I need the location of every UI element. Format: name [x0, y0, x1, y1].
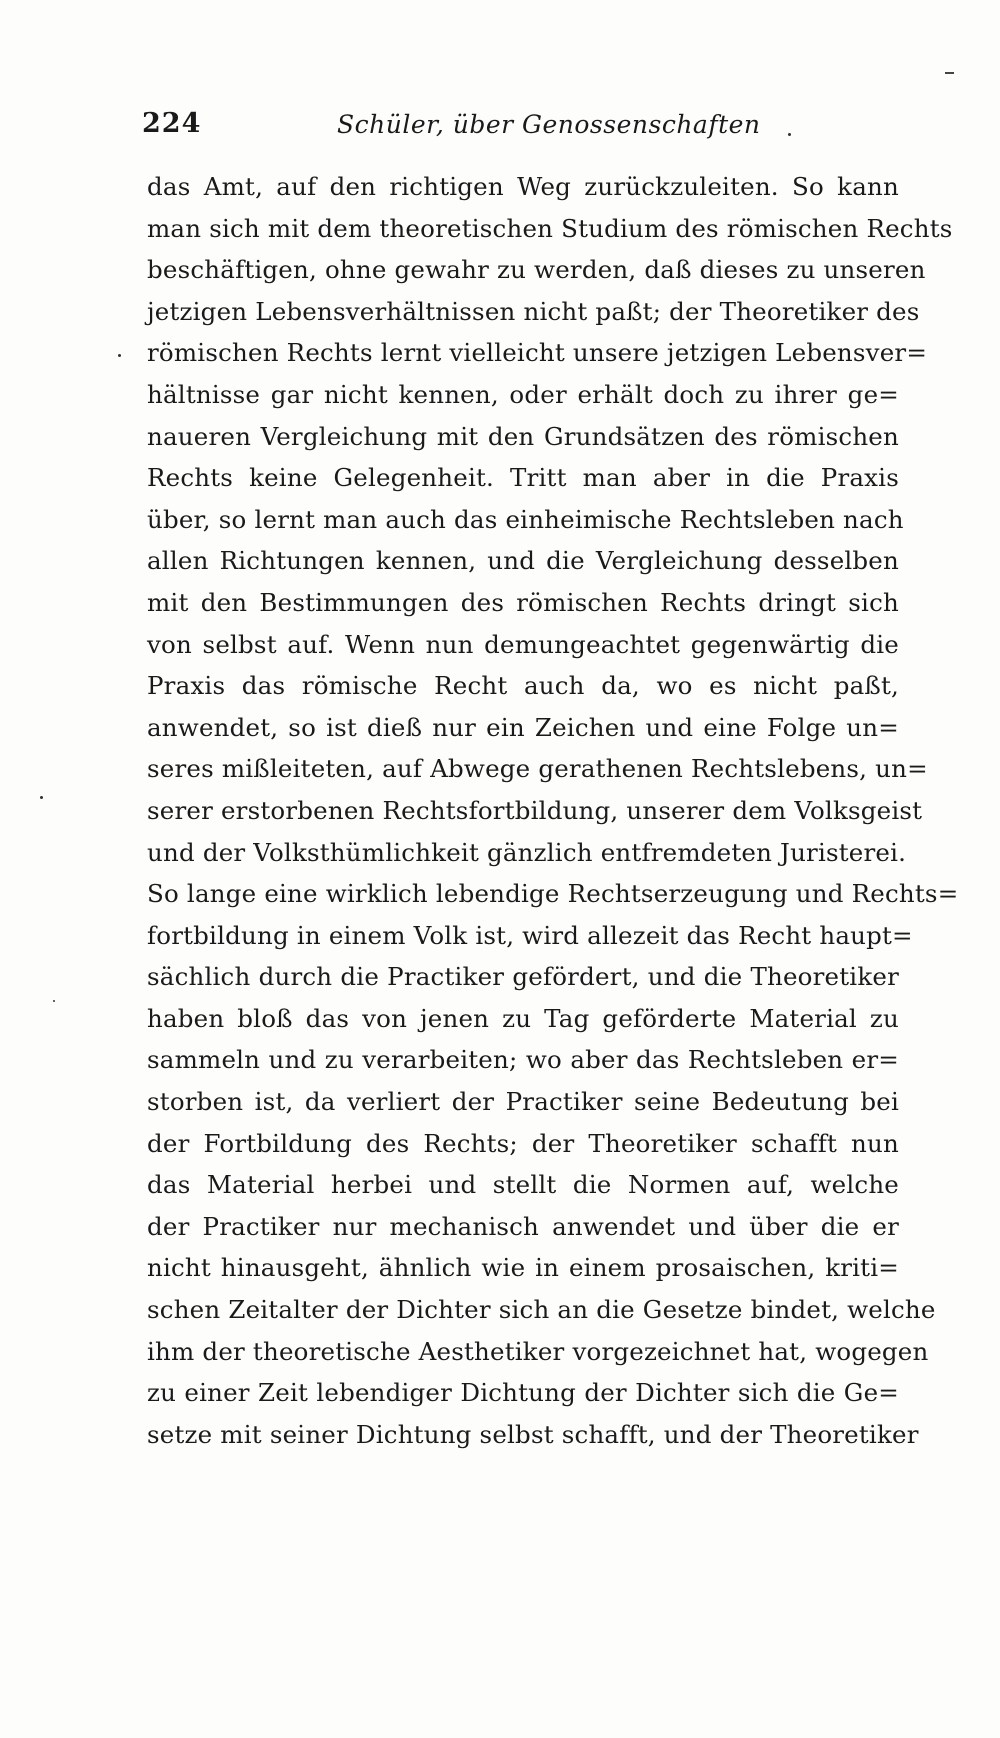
text-line: zu einer Zeit lebendiger Dichtung der Dichter sich die Ge=	[147, 1378, 899, 1408]
text-line: über, so lernt man auch das einheimische Rechtsleben nach	[147, 504, 904, 534]
text-line: schen Zeitalter der Dichter sich an die Gesetze bindet, welche	[147, 1295, 936, 1325]
text-line: sammeln und zu verarbeiten; wo aber das Rechtsleben er=	[147, 1045, 899, 1075]
scan-speck	[40, 796, 43, 799]
text-line: der Fortbildung des Rechts; der Theoretiker schafft nun	[147, 1128, 899, 1158]
text-line: Praxis das römische Recht auch da, wo es nicht paßt,	[147, 671, 899, 701]
text-line: und der Volksthümlichkeit gänzlich entfremdeten Juristerei.	[147, 837, 907, 867]
scan-speck	[53, 1000, 55, 1002]
running-title: Schüler, über Genossenschaften	[337, 110, 761, 139]
text-line: naueren Vergleichung mit den Grundsätzen des römischen	[147, 421, 899, 451]
page-header	[142, 108, 902, 148]
text-line: haben bloß das von jenen zu Tag geförderte Material zu	[147, 1003, 899, 1033]
text-line: fortbildung in einem Volk ist, wird allezeit das Recht haupt=	[147, 920, 913, 950]
text-line: allen Richtungen kennen, und die Vergleichung desselben	[147, 546, 899, 576]
text-line: nicht hinausgeht, ähnlich wie in einem prosaischen, kriti=	[147, 1253, 899, 1283]
text-line: Rechts keine Gelegenheit. Tritt man aber in die Praxis	[147, 463, 899, 493]
text-line: storben ist, da verliert der Practiker seine Bedeutung bei	[147, 1087, 899, 1117]
text-line: So lange eine wirklich lebendige Rechtserzeugung und Rechts=	[147, 879, 959, 909]
text-line: man sich mit dem theoretischen Studium des römischen Rechts	[147, 213, 953, 243]
scan-mark	[945, 72, 954, 74]
text-line: sächlich durch die Practiker gefördert, und die Theoretiker	[147, 962, 899, 992]
scan-speck	[118, 354, 121, 357]
text-line: von selbst auf. Wenn nun demungeachtet gegenwärtig die	[147, 629, 899, 659]
text-line: seres mißleiteten, auf Abwege gerathenen Rechtslebens, un=	[147, 754, 928, 784]
text-line: jetzigen Lebensverhältnissen nicht paßt; der Theoretiker des	[147, 296, 920, 326]
text-line: beschäftigen, ohne gewahr zu werden, daß dieses zu unseren	[147, 255, 926, 285]
text-line: römischen Rechts lernt vielleicht unsere jetzigen Lebensver=	[147, 338, 928, 368]
text-line: der Practiker nur mechanisch anwendet und über die er	[147, 1211, 899, 1241]
page-number: 224	[142, 108, 202, 139]
scan-speck	[788, 133, 791, 136]
text-line: das Material herbei und stellt die Normen auf, welche	[147, 1170, 899, 1200]
text-line: das Amt, auf den richtigen Weg zurückzuleiten. So kann	[147, 172, 899, 201]
text-line: hältnisse gar nicht kennen, oder erhält doch zu ihrer ge=	[147, 379, 899, 409]
body-text	[147, 166, 959, 1455]
text-line: mit den Bestimmungen des römischen Rechts dringt sich	[147, 587, 899, 617]
text-line: anwendet, so ist dieß nur ein Zeichen und eine Folge un=	[147, 712, 899, 742]
text-line: setze mit seiner Dichtung selbst schafft, und der Theoretiker	[147, 1419, 919, 1449]
text-line: ihm der theoretische Aesthetiker vorgezeichnet hat, wogegen	[147, 1336, 929, 1366]
text-line: serer erstorbenen Rechtsfortbildung, unserer dem Volksgeist	[147, 795, 923, 825]
